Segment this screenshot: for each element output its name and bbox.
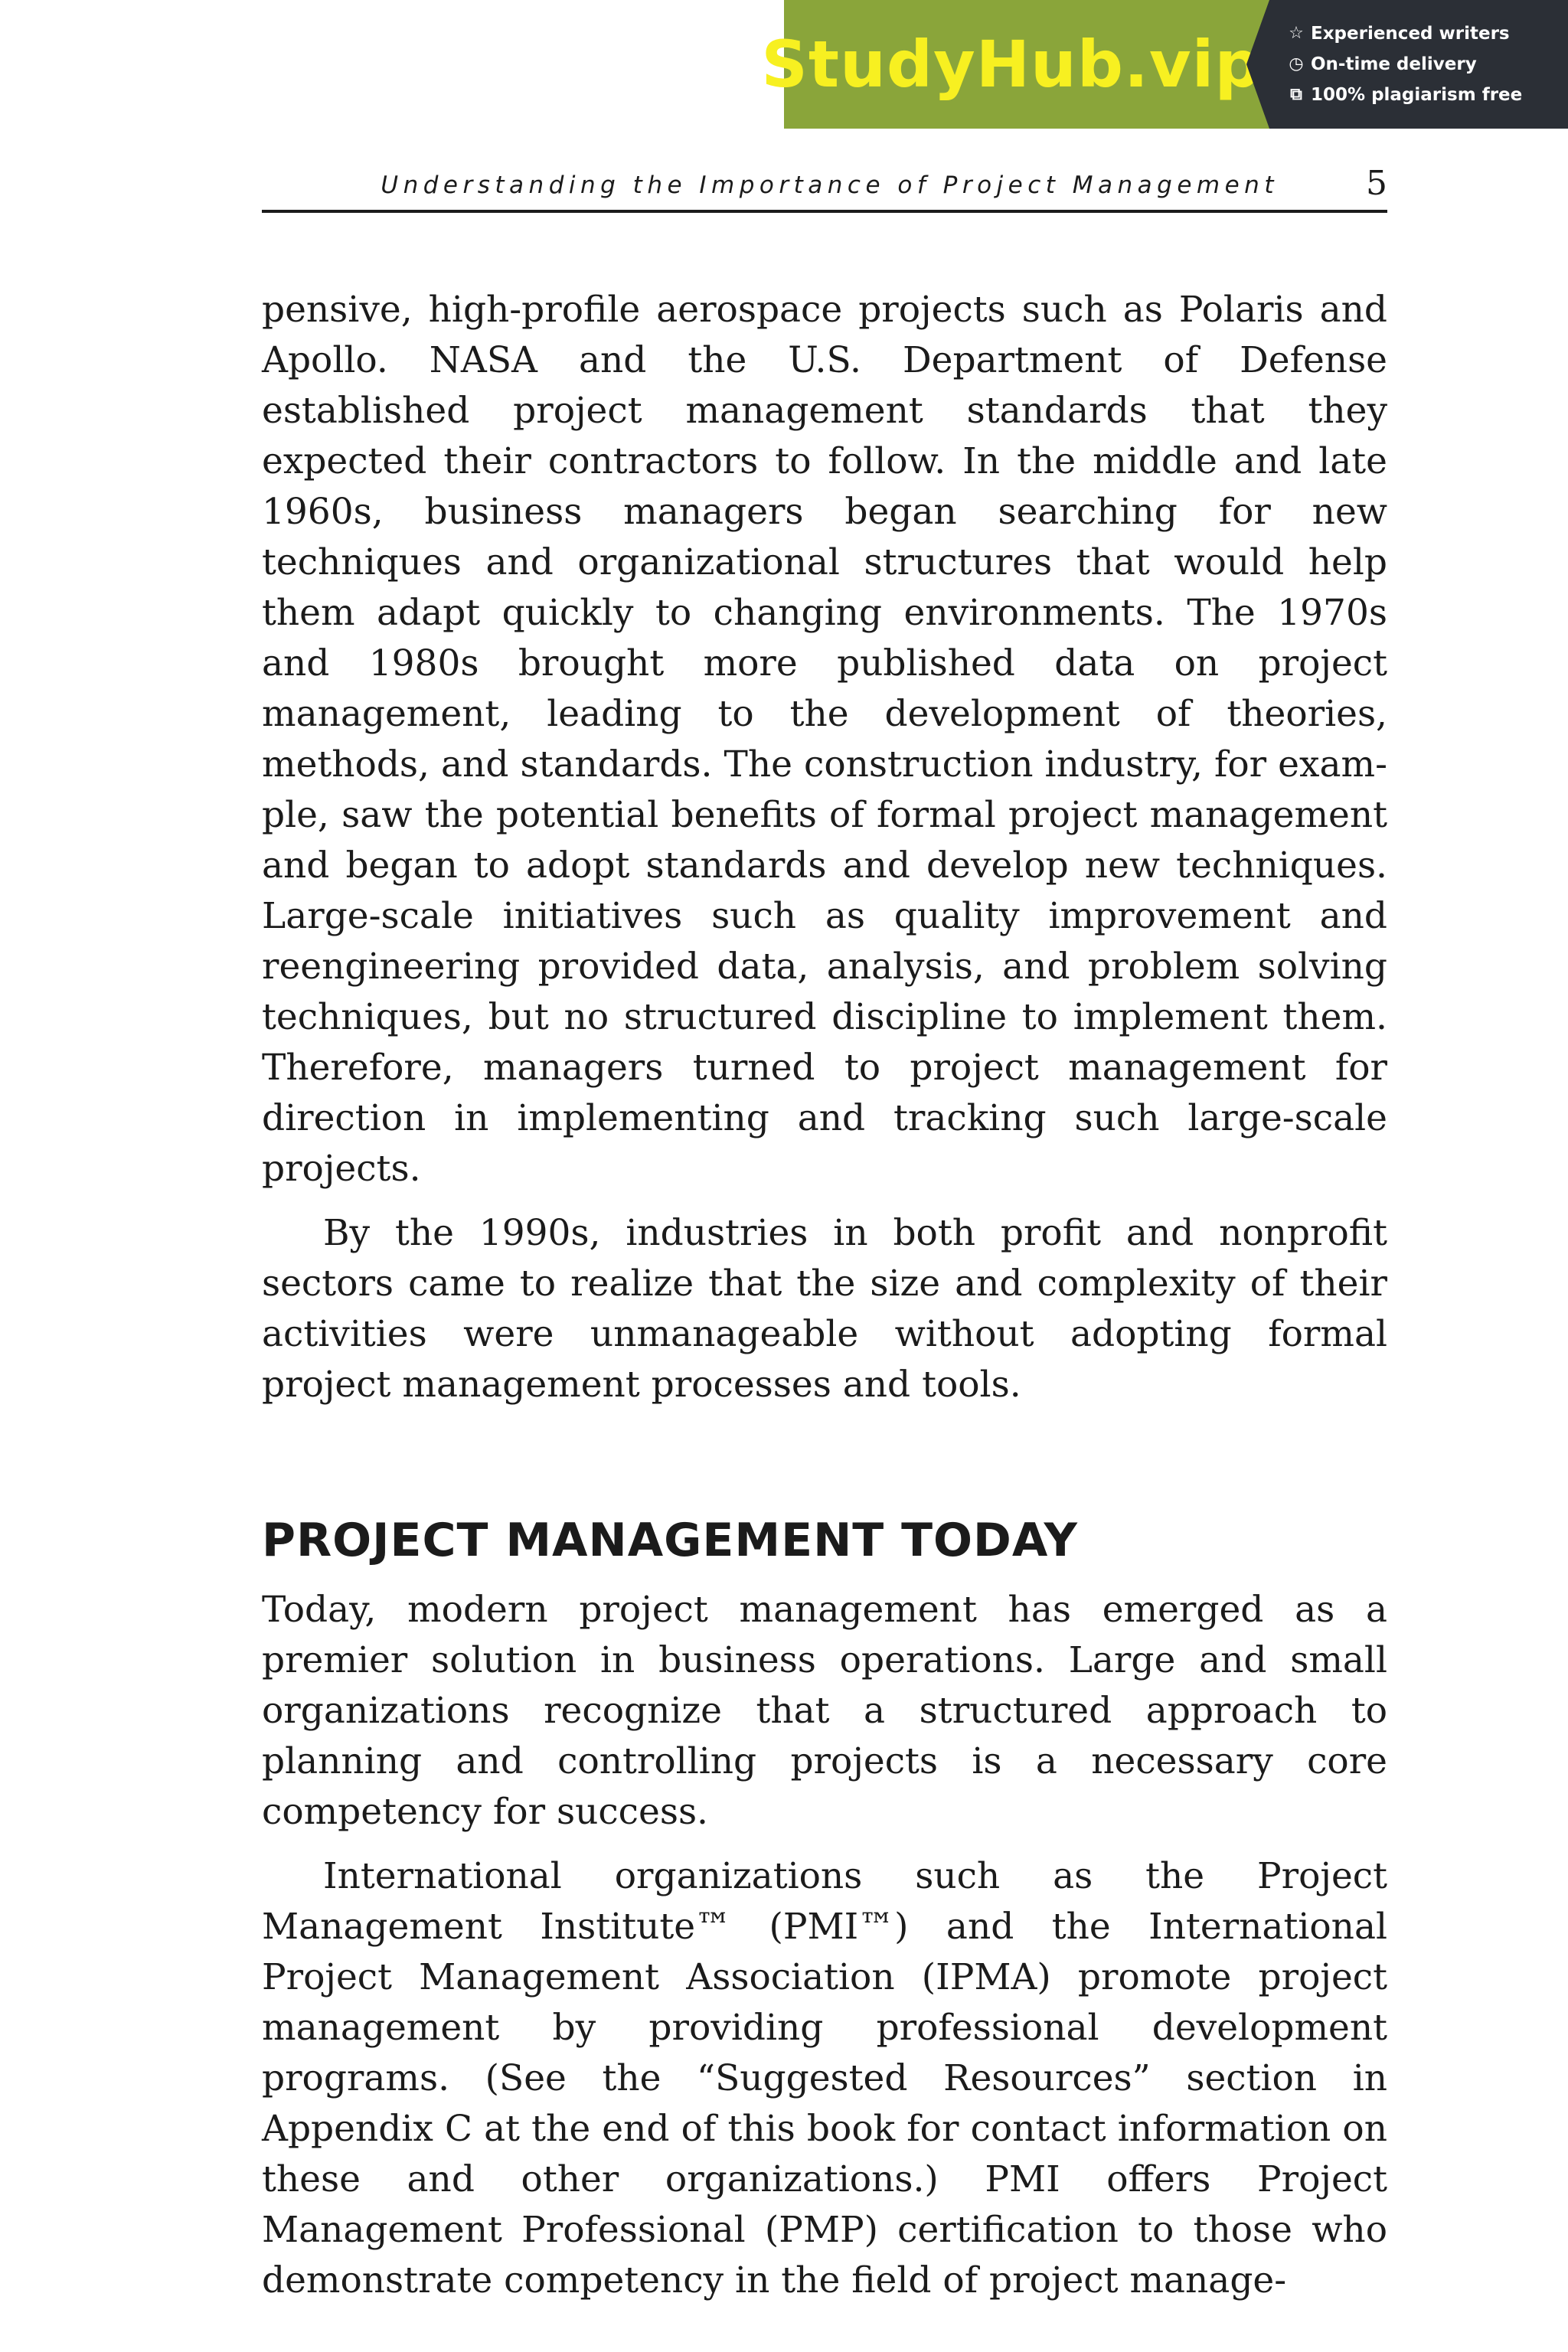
page-body [262, 285, 1387, 2306]
feature-label: On-time delivery [1311, 54, 1477, 74]
banner-arrow-shape [1246, 0, 1269, 129]
feature-experienced-writers [1286, 22, 1568, 45]
body-paragraph: International organizations such as the Project Management Institute™ (PMI™) and the International Project Management Association (IPMA) promote project management by providing professional development programs. (See the “Suggested Resources” section in Appendix C at the end of this book for contact information on these and other organizations.) PMI offers Project Management Professional (PMP) certification to those who demonstrate competency in the field of project manage- [262, 1855, 1387, 2301]
feature-plagiarism-free [1286, 83, 1568, 106]
studyhub-banner[interactable] [761, 0, 1568, 129]
running-head [262, 164, 1387, 213]
body-paragraph: pensive, high-profile aerospace projects such as Polaris and Apollo. NASA and the U.S. Department of Defense established project management standards that they expected their contractors to follow. In the middle and late 1960s, business managers began searching for new techniques and organizational structures that would help them adapt quickly to changing environments. The 1970s and 1980s brought more published data on project management, leading to the development of theories, methods, and standards. The construction industry, for example, saw the potential benefits of formal project management and began to adopt standards and develop new techniques. Large-scale initiatives such as quality improvement and reengineering provided data, analysis, and problem solving techniques, but no structured discipline to implement them. Therefore, managers turned to project management for direction in implementing and tracking such large-scale projects. [262, 289, 1387, 1190]
page-number: 5 [1366, 164, 1387, 203]
feature-on-time-delivery [1286, 53, 1568, 76]
brand-logo-text[interactable]: StudyHub.vip [761, 27, 1262, 102]
feature-label: Experienced writers [1311, 24, 1510, 44]
body-paragraph: By the 1990s, industries in both profit and nonprofit sectors came to realize that the size and complexity of their activities were unmanageable without adopting formal project management processes and tools. [262, 1212, 1387, 1406]
feature-label: 100% plagiarism free [1311, 85, 1523, 105]
clock-icon: ◷ [1289, 54, 1304, 74]
body-paragraph: Today, modern project management has emerged as a premier solution in business operations. Large and small organizations recognize that a structured approach to planning and controlling projects is a necessary core competency for success. [262, 1589, 1387, 1833]
banner-brand-panel[interactable] [761, 0, 1269, 129]
running-title: Understanding the Importance of Project Management [381, 172, 1279, 199]
banner-features-panel [1269, 0, 1568, 129]
section-heading: PROJECT MANAGEMENT TODAY [262, 1514, 1078, 1567]
copy-icon: ⧉ [1290, 85, 1302, 104]
star-icon: ☆ [1289, 24, 1304, 43]
